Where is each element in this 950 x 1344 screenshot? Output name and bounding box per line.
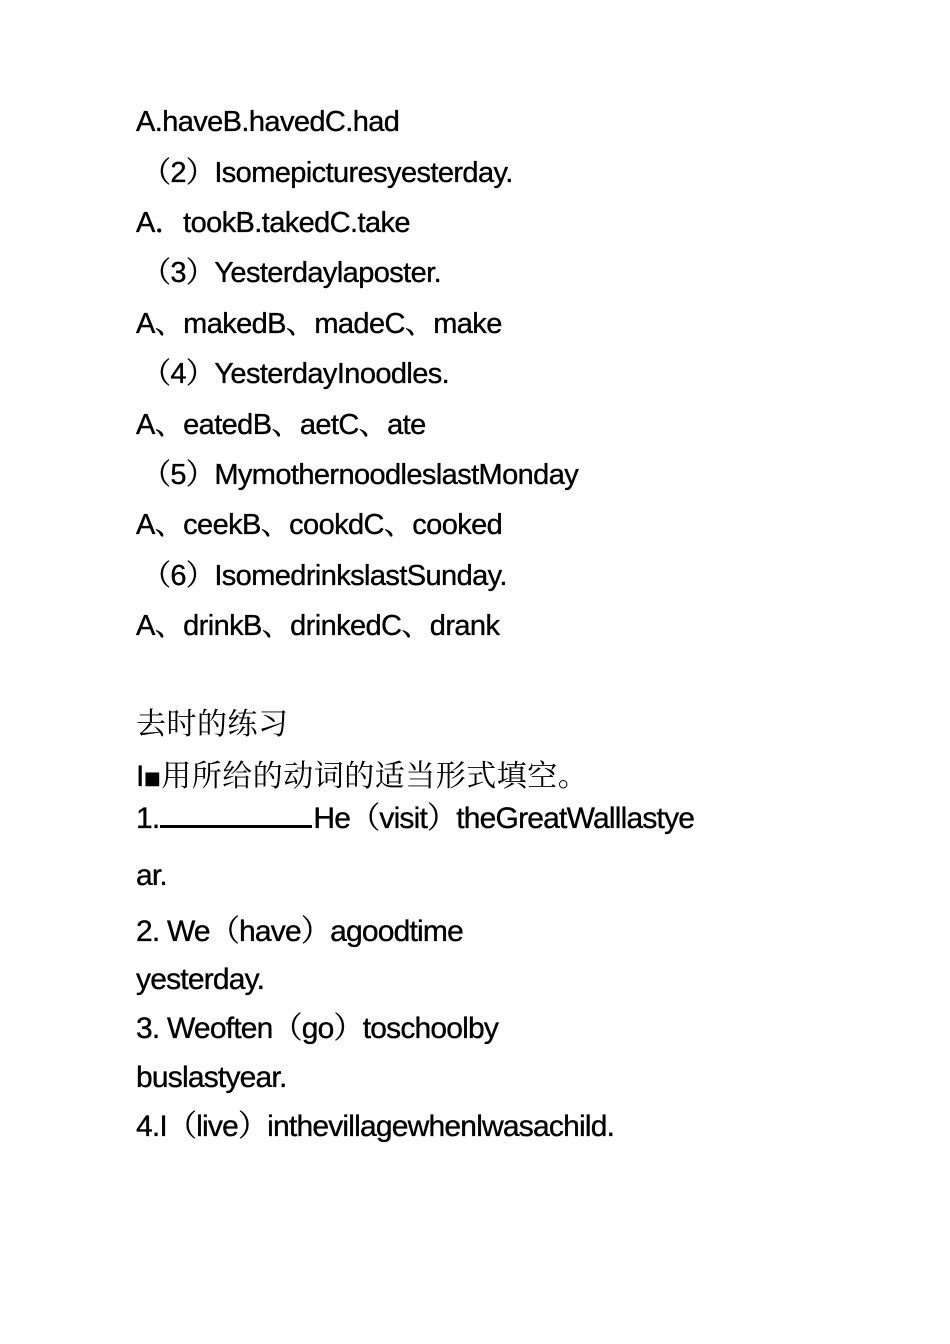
item-2-line-1: 2. We（have）agoodtime [136, 915, 463, 948]
item-3-line-2: buslastyear. [136, 1061, 287, 1094]
square-bullet-icon: ■ [143, 768, 162, 789]
q2-stem: （2）Isomepicturesyesterday. [142, 157, 513, 189]
q4-stem: （4）YesterdayInoodles. [142, 358, 450, 390]
q1-options: A.haveB.havedC.had [136, 106, 400, 138]
q3-stem: （3）Yesterdaylaposter. [142, 257, 442, 289]
q6-options: A、drinkB、drinkedC、drank [136, 610, 500, 642]
item-2-line-2: yesterday. [136, 963, 265, 996]
q5-stem: （5）MymothernoodleslastMonday [142, 459, 579, 491]
answer-blank[interactable] [160, 803, 312, 828]
q6-stem: （6）IsomedrinkslastSunday. [142, 560, 507, 592]
item-4-line-1: 4.I（live）inthevillagewhenlwasachild. [136, 1110, 615, 1143]
q5-options: A、ceekB、cookdC、cooked [136, 509, 503, 541]
section-heading: 去时的练习 [136, 707, 289, 742]
item-1-text: He（visit）theGreatWalllastye [313, 802, 695, 835]
item-1 [136, 802, 694, 836]
item-1-number: 1. [136, 802, 160, 835]
item-1-continued: ar. [136, 859, 167, 892]
q3-options: A、makedB、madeC、make [136, 308, 502, 340]
instruction-line [136, 759, 588, 797]
item-3-line-1: 3. Weoften（go）toschoolby [136, 1012, 499, 1045]
instruction-text: 用所给的动词的适当形式填空。 [161, 759, 589, 794]
q4-options: A、eatedB、aetC、ate [136, 409, 426, 441]
q2-options: A．tookB.takedC.take [136, 207, 410, 239]
instruction-prefix: I [136, 760, 144, 793]
